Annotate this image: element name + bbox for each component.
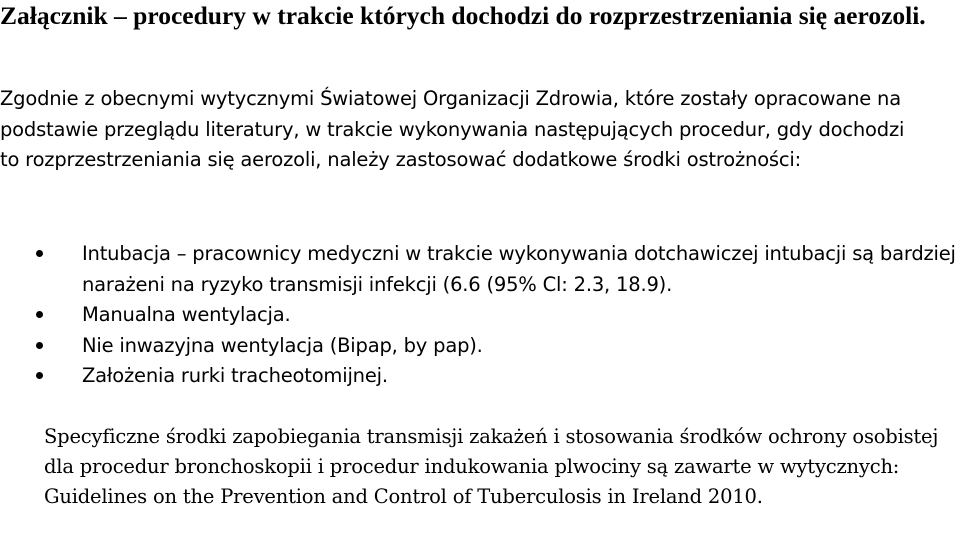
closing-paragraph: Specyficzne środki zapobiegania transmisji zakażeń i stosowania środków ochrony osobistej dla procedur bronchoskopii i procedur indukowania plwociny są zawarte w wytycznych: Guidelines on the Prevention and Control of Tuberculosis in Ireland 2010. [44, 425, 939, 508]
bullet-icon [36, 311, 43, 318]
list-item-text: Intubacja – pracownicy medyczni w trakcie wykonywania dotchawiczej intubacji są bardziej narażeni na ryzyko transmisji infekcji (6.6 (95% Cl: 2.3, 18.9). [82, 242, 956, 296]
list-item [0, 300, 960, 331]
bullet-icon [36, 250, 43, 257]
intro-paragraph: Zgodnie z obecnymi wytycznymi Światowej Organizacji Zdrowia, które zostały opracowane na podstawie przeglądu literatury, w trakcie wykonywania następujących procedur, gdy dochodzi to rozprzestrzeniania się aerozoli, należy zastosować dodatkowe środki ostrożności: [0, 87, 905, 171]
bullet-icon [36, 342, 43, 349]
bullet-icon [36, 372, 43, 379]
procedure-list [0, 239, 960, 392]
list-item [0, 239, 960, 300]
document-title: Załącznik – procedury w trakcie których dochodzi do rozprzestrzeniania się aerozoli. [0, 1, 926, 30]
list-item-text: Manualna wentylacja. [82, 303, 291, 326]
list-item-text: Założenia rurki tracheotomijnej. [82, 364, 388, 387]
list-item [0, 331, 960, 362]
list-item-text: Nie inwazyjna wentylacja (Bipap, by pap). [82, 333, 483, 357]
list-item [0, 361, 960, 392]
